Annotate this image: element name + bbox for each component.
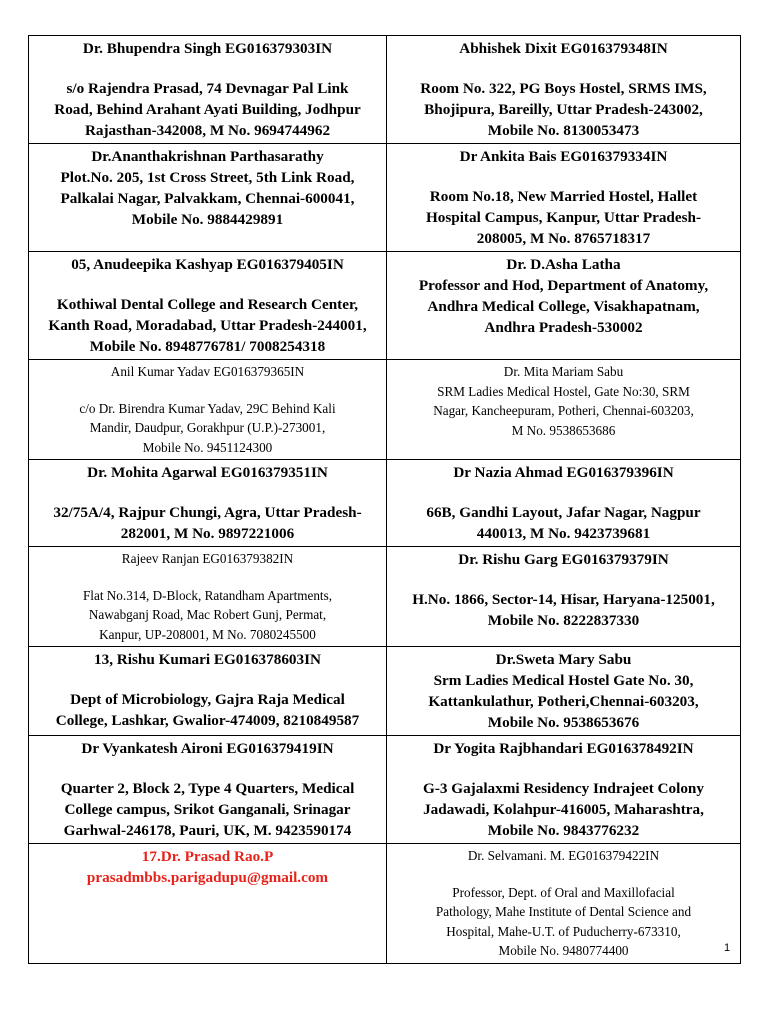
address-line: SRM Ladies Medical Hostel, Gate No:30, SRM <box>437 383 690 399</box>
address-cell <box>29 360 387 460</box>
address-line: Mobile No. 9480774400 <box>498 943 629 958</box>
recipient-name: 05, Anudeepika Kashyap EG016379405IN <box>71 256 344 273</box>
address-line: Rajasthan-342008, M No. 9694744962 <box>84 122 331 139</box>
address-cell <box>387 736 741 844</box>
address-cell <box>29 36 387 144</box>
address-line: College, Lashkar, Gwalior-474009, 8210849587 <box>55 712 360 729</box>
address-line: Andhra Pradesh-530002 <box>484 319 643 336</box>
address-line: Mobile No. 8222837330 <box>487 612 640 629</box>
address-row <box>29 36 741 144</box>
address-line: Nawabganj Road, Mac Robert Gunj, Permat, <box>88 607 327 622</box>
address-row <box>29 736 741 844</box>
address-cell <box>29 252 387 360</box>
recipient-name: Rajeev Ranjan EG016379382IN <box>121 551 294 566</box>
recipient-name: 17.Dr. Prasad Rao.P <box>141 848 274 865</box>
recipient-name: Dr.Ananthakrishnan Parthasarathy <box>91 148 324 165</box>
address-line: 32/75A/4, Rajpur Chungi, Agra, Uttar Pradesh- <box>53 504 362 521</box>
address-line: G-3 Gajalaxmi Residency Indrajeet Colony <box>423 780 704 797</box>
address-line: Kanth Road, Moradabad, Uttar Pradesh-244001, <box>48 317 367 334</box>
address-row <box>29 252 741 360</box>
address-line: College campus, Srikot Ganganali, Srinagar <box>64 801 351 818</box>
address-line: H.No. 1866, Sector-14, Hisar, Haryana-125001, <box>412 591 715 608</box>
address-line[interactable]: prasadmbbs.parigadupu@gmail.com <box>86 869 329 886</box>
address-cell <box>387 647 741 736</box>
address-row <box>29 144 741 252</box>
address-cell <box>29 736 387 844</box>
address-line: Nagar, Kancheepuram, Potheri, Chennai-603203, <box>433 403 694 418</box>
address-row <box>29 460 741 547</box>
address-line: Jadawadi, Kolahpur-416005, Maharashtra, <box>423 801 704 818</box>
address-cell <box>29 460 387 547</box>
address-row <box>29 844 741 964</box>
address-line: s/o Rajendra Prasad, 74 Devnagar Pal Link <box>66 80 349 97</box>
recipient-name: Dr Yogita Rajbhandari EG016378492IN <box>433 740 694 757</box>
address-line: Room No. 322, PG Boys Hostel, SRMS IMS, <box>420 80 707 97</box>
address-sheet <box>28 35 740 964</box>
address-row <box>29 360 741 460</box>
recipient-name: Dr. D.Asha Latha <box>506 256 621 273</box>
page-number: 1 <box>724 942 731 954</box>
address-line: Mandir, Daudpur, Gorakhpur (U.P.)-273001, <box>89 420 326 435</box>
address-cell <box>387 36 741 144</box>
recipient-name: Dr Vyankatesh Aironi EG016379419IN <box>81 740 334 757</box>
address-line: Andhra Medical College, Visakhapatnam, <box>427 298 700 315</box>
address-cell <box>387 844 741 964</box>
address-line: Mobile No. 8130053473 <box>487 122 640 139</box>
address-row <box>29 547 741 647</box>
recipient-name: Dr Nazia Ahmad EG016379396IN <box>453 464 674 481</box>
address-line: Mobile No. 9884429891 <box>131 211 284 228</box>
address-line: 440013, M No. 9423739681 <box>476 525 651 542</box>
address-row <box>29 647 741 736</box>
address-cell <box>387 252 741 360</box>
recipient-name: Dr. Selvamani. M. EG016379422IN <box>467 848 660 863</box>
address-cell <box>387 360 741 460</box>
recipient-name: Dr.Sweta Mary Sabu <box>495 651 632 668</box>
address-line: Room No.18, New Married Hostel, Hallet <box>429 188 698 205</box>
address-line: Srm Ladies Medical Hostel Gate No. 30, <box>433 672 694 689</box>
address-cell <box>29 844 387 964</box>
address-line: M No. 9538653686 <box>511 422 616 438</box>
address-line: Bhojipura, Bareilly, Uttar Pradesh-243002, <box>424 101 703 118</box>
recipient-name: Dr. Mita Mariam Sabu <box>503 364 624 379</box>
address-line: Professor, Dept. of Oral and Maxillofacial <box>452 884 675 900</box>
address-line: Flat No.314, D-Block, Ratandham Apartments, <box>82 587 333 603</box>
address-line: Kanpur, UP-208001, M No. 7080245500 <box>99 626 316 642</box>
address-line: Plot.No. 205, 1st Cross Street, 5th Link Road, <box>60 169 355 186</box>
address-line: Mobile No. 9538653676 <box>487 714 640 731</box>
address-line: Pathology, Mahe Institute of Dental Science and <box>435 904 692 919</box>
recipient-name: Dr. Bhupendra Singh EG016379303IN <box>82 40 333 57</box>
address-line: Mobile No. 9843776232 <box>487 822 640 839</box>
address-line: Road, Behind Arahant Ayati Building, Jodhpur <box>54 101 361 118</box>
address-line: 208005, M No. 8765718317 <box>476 230 651 247</box>
address-cell <box>29 144 387 252</box>
address-line: Hospital Campus, Kanpur, Uttar Pradesh- <box>425 209 702 226</box>
recipient-name: Dr. Mohita Agarwal EG016379351IN <box>87 464 328 481</box>
address-line: c/o Dr. Birendra Kumar Yadav, 29C Behind Kali <box>79 400 336 416</box>
recipient-name: 13, Rishu Kumari EG016378603IN <box>94 651 321 668</box>
address-line: Hospital, Mahe-U.T. of Puducherry-673310, <box>446 923 681 939</box>
address-cell <box>387 460 741 547</box>
address-line: Kothiwal Dental College and Research Center, <box>56 296 359 313</box>
address-line: Kattankulathur, Potheri,Chennai-603203, <box>428 693 699 710</box>
address-cell <box>29 647 387 736</box>
address-line: Mobile No. 9451124300 <box>142 439 273 455</box>
address-cell <box>29 547 387 647</box>
address-line: Dept of Microbiology, Gajra Raja Medical <box>70 691 345 708</box>
address-table <box>28 35 741 964</box>
recipient-name: Dr Ankita Bais EG016379334IN <box>459 148 668 165</box>
recipient-name: Dr. Rishu Garg EG016379379IN <box>458 551 669 568</box>
recipient-name: Anil Kumar Yadav EG016379365IN <box>110 364 305 379</box>
recipient-name: Abhishek Dixit EG016379348IN <box>459 40 668 57</box>
address-line: 66B, Gandhi Layout, Jafar Nagar, Nagpur <box>426 504 701 521</box>
address-line: Quarter 2, Block 2, Type 4 Quarters, Medical <box>60 780 355 797</box>
address-line: Palkalai Nagar, Palvakkam, Chennai-600041, <box>60 190 355 207</box>
address-cell <box>387 144 741 252</box>
address-line: Garhwal-246178, Pauri, UK, M. 9423590174 <box>63 822 352 839</box>
address-line: 282001, M No. 9897221006 <box>120 525 295 542</box>
address-line: Professor and Hod, Department of Anatomy, <box>418 277 709 294</box>
address-line: Mobile No. 8948776781/ 7008254318 <box>89 338 326 355</box>
address-cell <box>387 547 741 647</box>
